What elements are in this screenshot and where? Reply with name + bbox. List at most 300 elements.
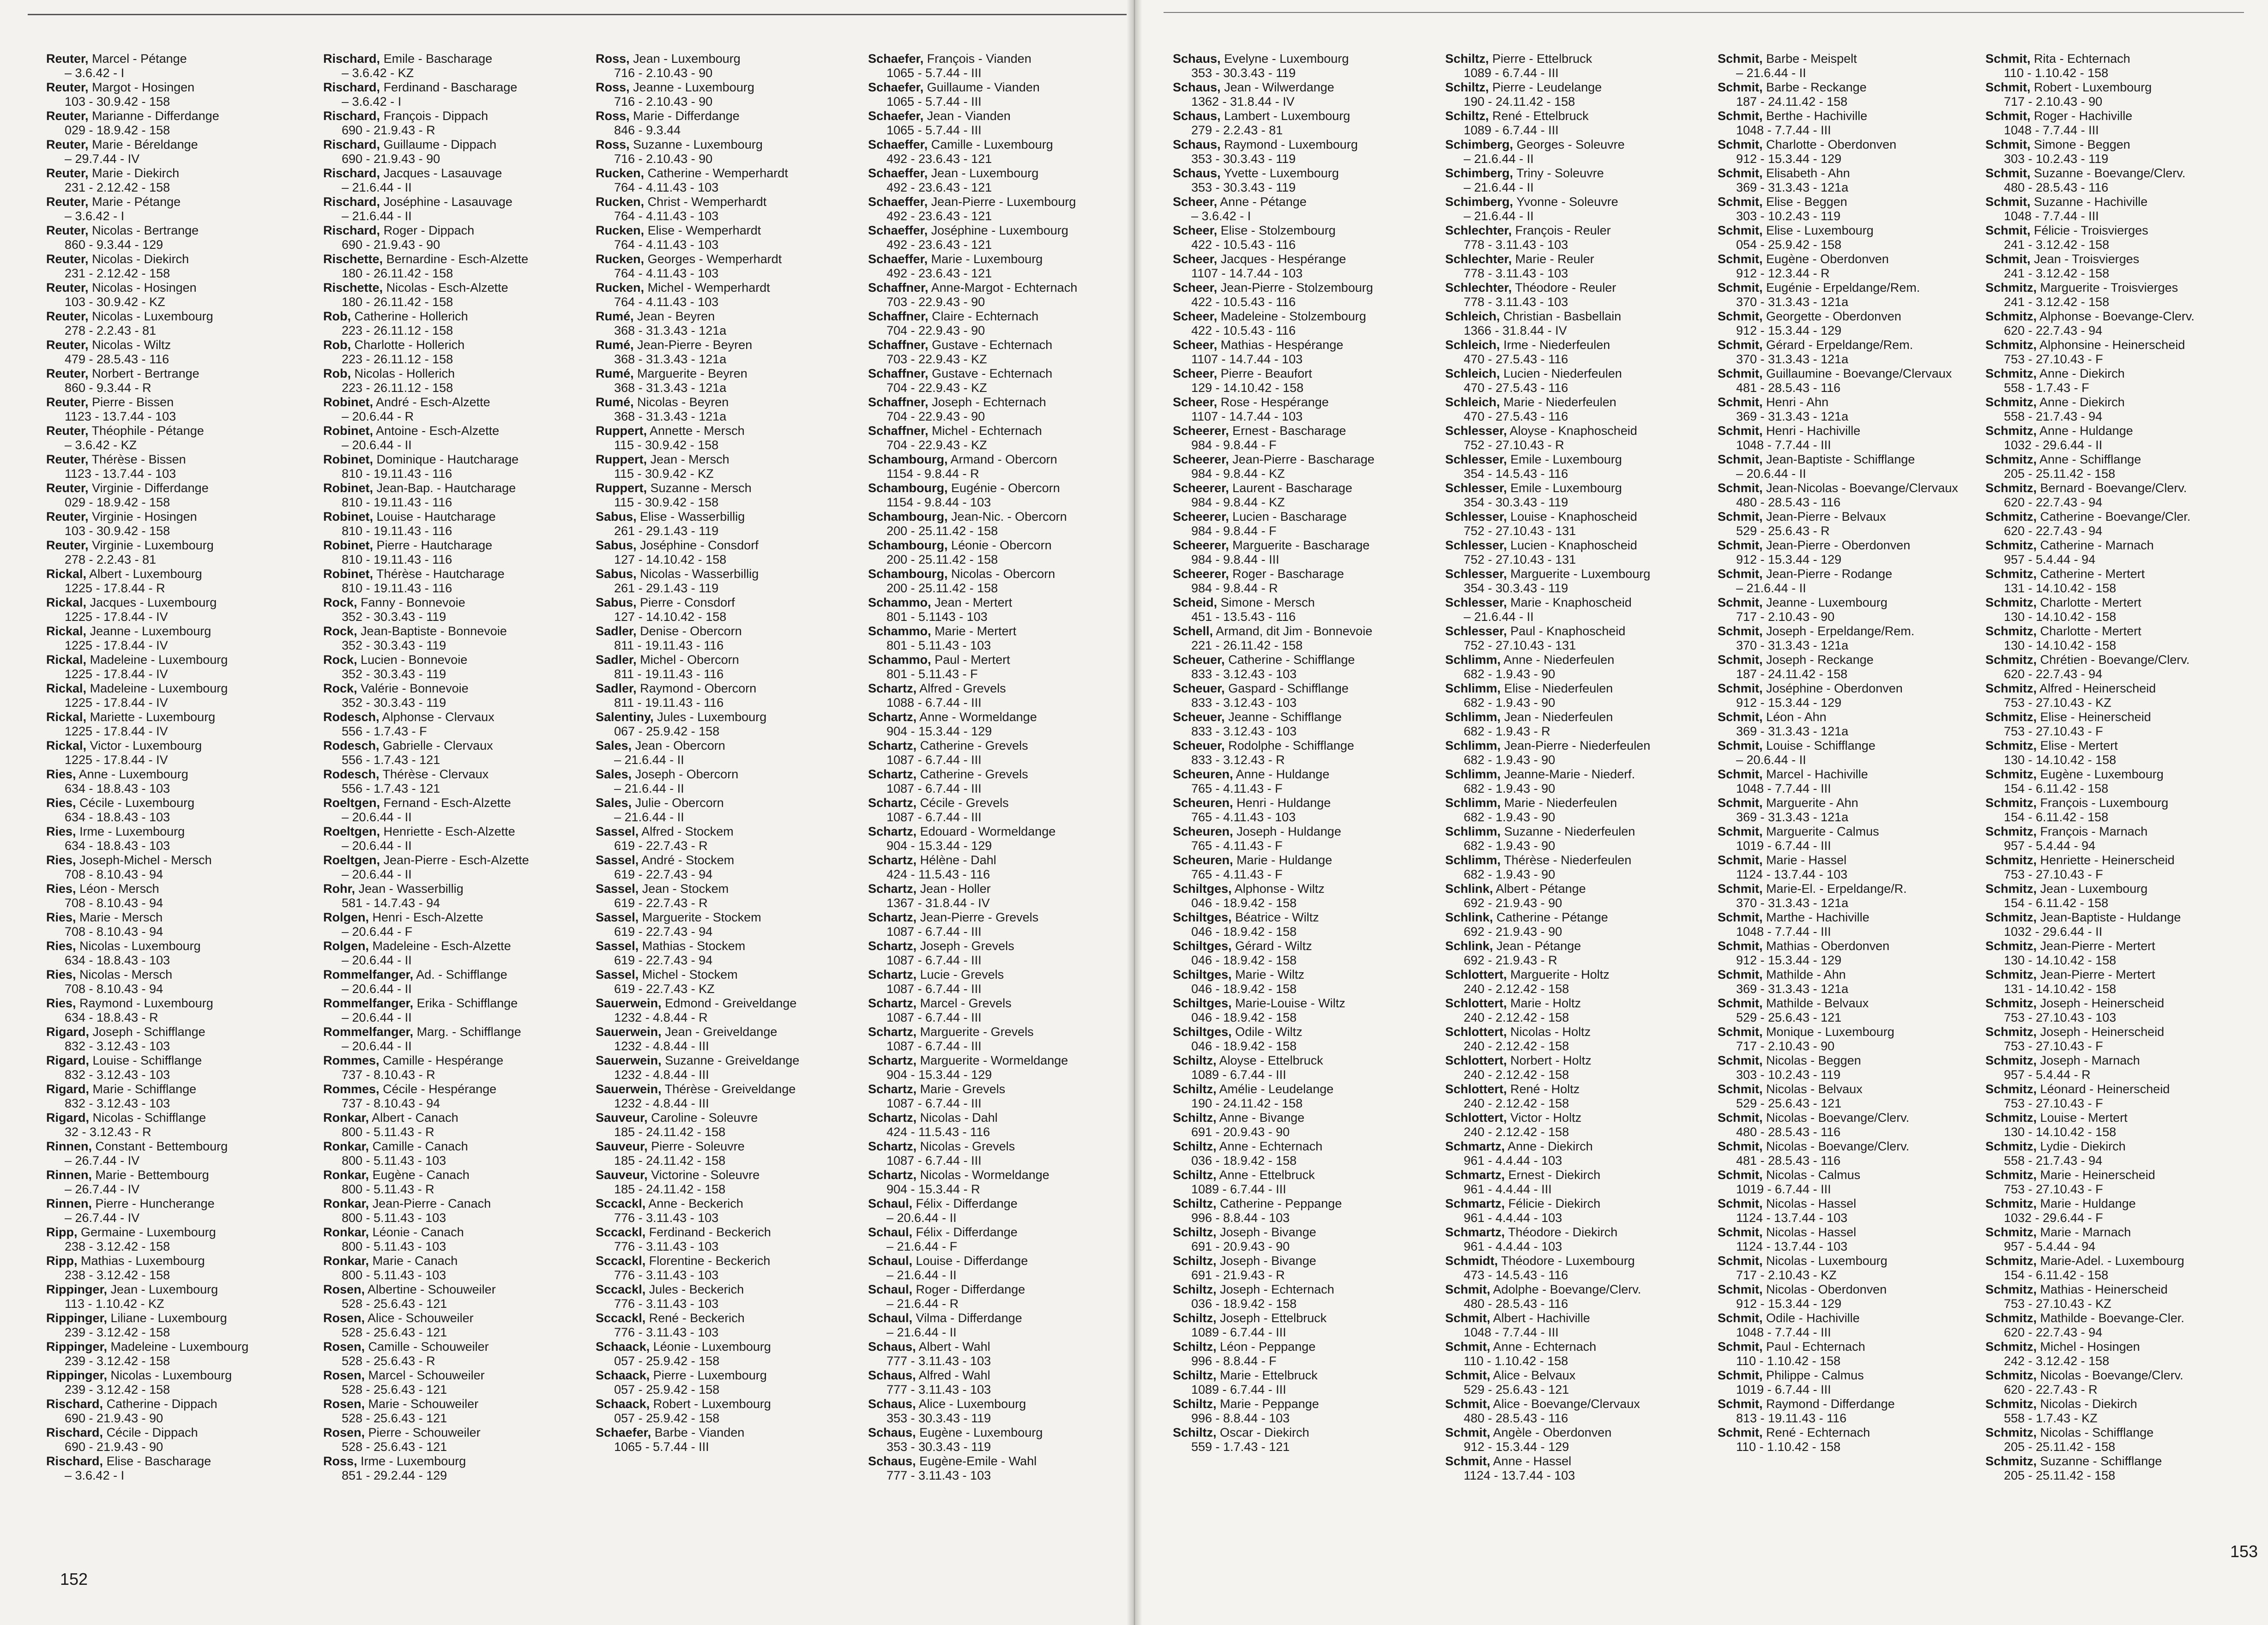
person-place: Aloyse - Ettelbruck: [1219, 1053, 1323, 1067]
surname: Ronkar,: [323, 1197, 369, 1210]
index-entry: [46, 968, 314, 996]
person-place: Marguerite - Bascharage: [1232, 538, 1370, 552]
surname: Schiltz,: [1173, 1225, 1217, 1239]
transport-details: 1087 - 6.7.44 - III: [887, 782, 982, 795]
transport-details: 984 - 9.8.44 - F: [1191, 524, 1277, 538]
person-place: Jean - Luxembourg: [633, 52, 741, 66]
transport-details: 1089 - 6.7.44 - III: [1191, 1383, 1286, 1396]
index-entry: [1173, 1053, 1441, 1082]
person-place: Marguerite - Ahn: [1766, 796, 1858, 810]
person-place: Marie - Knaphoscheid: [1510, 596, 1632, 609]
person-place: Catherine - Peppange: [1220, 1197, 1342, 1210]
transport-details: 753 - 27.10.43 - F: [2004, 1039, 2103, 1053]
surname: Reuter,: [46, 395, 89, 409]
person-place: Paul - Knaphoscheid: [1510, 624, 1626, 638]
surname: Schmit,: [1718, 138, 1763, 151]
person-place: Joseph - Grevels: [920, 939, 1014, 953]
index-entry: [1173, 825, 1441, 853]
index-entry: [1718, 767, 1985, 796]
index-entry: [1173, 1225, 1441, 1254]
surname: Ross,: [596, 138, 630, 151]
index-entry: [323, 395, 591, 424]
surname: Sassel,: [596, 968, 639, 981]
transport-details: 1088 - 6.7.44 - III: [887, 696, 982, 710]
transport-details: – 21.6.44 - F: [887, 1240, 958, 1253]
index-entry: [46, 281, 314, 309]
transport-details: 620 - 22.7.43 - 94: [2004, 667, 2103, 681]
person-place: Jean-Pierre - Mertert: [2040, 968, 2155, 981]
surname: Ronkar,: [323, 1111, 369, 1125]
transport-details: 1367 - 31.8.44 - IV: [887, 896, 990, 910]
person-place: Joseph - Bivange: [1220, 1225, 1316, 1239]
person-place: René - Beckerich: [649, 1311, 745, 1325]
person-place: Nicolas - Mersch: [79, 968, 173, 981]
surname: Schmit,: [1718, 1139, 1763, 1153]
surname: Schlesser,: [1445, 510, 1507, 524]
index-entry: [1445, 481, 1713, 510]
transport-details: 422 - 10.5.43 - 116: [1191, 324, 1296, 337]
person-place: Barbe - Vianden: [654, 1426, 745, 1439]
index-entry: [46, 624, 314, 653]
page-number-right: 153: [2230, 1542, 2258, 1561]
transport-details: 110 - 1.10.42 - 158: [1736, 1354, 1841, 1368]
transport-details: 046 - 18.9.42 - 158: [1191, 982, 1297, 996]
person-place: Joseph - Heinerscheid: [2040, 996, 2165, 1010]
person-place: Albert - Canach: [372, 1111, 458, 1125]
index-entry: [868, 1368, 1136, 1397]
person-place: Nicolas - Bertrange: [92, 223, 199, 237]
index-entry: [323, 767, 591, 796]
surname: Schmitz,: [1985, 825, 2037, 838]
index-entry: [1445, 195, 1713, 223]
index-entry: [1718, 223, 1985, 252]
person-place: René - Echternach: [1766, 1426, 1870, 1439]
surname: Reuter,: [46, 424, 89, 438]
surname: Schmit,: [1718, 653, 1763, 667]
index-entry: [1445, 882, 1713, 910]
person-place: Louise - Schifflange: [1766, 739, 1876, 752]
index-entry: [1445, 1397, 1713, 1426]
person-place: Alice - Schouweiler: [368, 1311, 474, 1325]
person-place: Suzanne - Luxembourg: [633, 138, 763, 151]
transport-details: 912 - 15.3.44 - 129: [1736, 553, 1842, 566]
transport-details: 810 - 19.11.43 - 116: [342, 467, 452, 481]
person-place: Joseph - Erpeldange/Rem.: [1766, 624, 1915, 638]
person-place: Gérard - Erpeldange/Rem.: [1766, 338, 1913, 352]
transport-details: 528 - 25.6.43 - 121: [342, 1297, 447, 1311]
index-entry: [868, 624, 1136, 653]
surname: Rodesch,: [323, 710, 380, 724]
person-place: Marie - Wiltz: [1235, 968, 1305, 981]
transport-details: 833 - 3.12.43 - 103: [1191, 724, 1297, 738]
transport-details: 634 - 18.8.43 - 103: [65, 782, 170, 795]
surname: Scheerer,: [1173, 567, 1229, 581]
person-place: Evelyne - Luxembourg: [1224, 52, 1349, 66]
transport-details: 221 - 26.11.42 - 158: [1191, 638, 1303, 652]
person-place: Alfred - Wahl: [918, 1368, 990, 1382]
index-entry: [596, 1397, 863, 1426]
transport-details: 620 - 22.7.43 - 94: [2004, 495, 2103, 509]
index-entry: [868, 452, 1136, 481]
person-place: Thérèse - Clervaux: [382, 767, 489, 781]
person-place: Marguerite - Calmus: [1766, 825, 1879, 838]
surname: Schleich,: [1445, 338, 1500, 352]
surname: Schmit,: [1718, 424, 1763, 438]
person-place: Béatrice - Wiltz: [1235, 910, 1319, 924]
transport-details: 354 - 30.3.43 - 119: [1464, 495, 1568, 509]
index-entry: [1445, 424, 1713, 452]
person-place: Pierre - Beaufort: [1220, 367, 1312, 380]
index-entry: [46, 1254, 314, 1282]
index-entry: [323, 1397, 591, 1426]
surname: Schmit,: [1718, 567, 1763, 581]
transport-details: 057 - 25.9.42 - 158: [614, 1411, 720, 1425]
transport-details: 1089 - 6.7.44 - III: [1464, 123, 1559, 137]
transport-details: 1225 - 17.8.44 - IV: [65, 610, 168, 624]
person-place: Lydie - Diekirch: [2040, 1139, 2126, 1153]
surname: Schmit,: [1718, 1311, 1763, 1325]
transport-details: – 3.6.42 - I: [1191, 209, 1251, 223]
transport-details: 692 - 21.9.43 - 90: [1464, 896, 1562, 910]
surname: Schartz,: [868, 939, 917, 953]
index-entry: [46, 1397, 314, 1426]
surname: Sassel,: [596, 825, 639, 838]
person-place: Suzanne - Niederfeulen: [1504, 825, 1635, 838]
surname: Schmitz,: [1985, 452, 2037, 466]
person-place: Jean - Luxembourg: [110, 1282, 218, 1296]
index-entry: [1985, 281, 2253, 309]
index-entry: [596, 338, 863, 367]
surname: Ruppert,: [596, 452, 647, 466]
person-place: Gustave - Echternach: [932, 367, 1053, 380]
person-place: Marie - Niederfeulen: [1504, 796, 1617, 810]
transport-details: 103 - 30.9.42 - 158: [65, 524, 170, 538]
transport-details: 242 - 3.12.42 - 158: [2004, 1354, 2110, 1368]
transport-details: 851 - 29.2.44 - 129: [342, 1469, 447, 1482]
index-entry: [868, 996, 1136, 1025]
person-place: Alfred - Stockem: [641, 825, 734, 838]
person-place: Marguerite - Holtz: [1510, 968, 1610, 981]
index-entry: [1985, 52, 2253, 80]
transport-details: 240 - 2.12.42 - 158: [1464, 1068, 1569, 1082]
person-place: Jean - Luxembourg: [931, 166, 1039, 180]
index-entry: [1985, 424, 2253, 452]
person-place: Léon - Peppange: [1220, 1340, 1316, 1354]
index-entry: [1985, 853, 2253, 882]
index-entry: [596, 252, 863, 281]
person-place: Antoine - Esch-Alzette: [376, 424, 500, 438]
transport-details: 1225 - 17.8.44 - IV: [65, 638, 168, 652]
index-entry: [1445, 910, 1713, 939]
person-place: Lucien - Bascharage: [1232, 510, 1347, 524]
person-place: Elise - Luxembourg: [1766, 223, 1874, 237]
index-entry: [323, 109, 591, 138]
surname: Schmitz,: [1985, 1426, 2037, 1439]
person-place: Raymond - Luxembourg: [79, 996, 213, 1010]
transport-details: 370 - 31.3.43 - 121a: [1736, 352, 1849, 366]
surname: Schmit,: [1445, 1397, 1490, 1411]
surname: Schimberg,: [1445, 166, 1514, 180]
person-place: Edouard - Wormeldange: [920, 825, 1056, 838]
transport-details: 32 - 3.12.43 - R: [65, 1125, 151, 1139]
surname: Schartz,: [868, 1025, 917, 1039]
person-place: Anne-Margot - Echternach: [931, 281, 1078, 295]
index-entry: [1718, 1282, 1985, 1311]
index-entry: [1445, 767, 1713, 796]
transport-details: 1232 - 4.8.44 - R: [614, 1011, 708, 1024]
transport-details: 1089 - 6.7.44 - III: [1191, 1325, 1286, 1339]
surname: Schlesser,: [1445, 481, 1507, 495]
transport-details: 957 - 5.4.44 - 94: [2004, 553, 2096, 566]
surname: Schiltz,: [1173, 1168, 1217, 1182]
index-entry: [596, 567, 863, 596]
person-place: Michel - Hosingen: [2040, 1340, 2140, 1354]
person-place: Mariette - Luxembourg: [90, 710, 216, 724]
surname: Ruppert,: [596, 481, 647, 495]
person-place: Marcel - Pétange: [92, 52, 187, 66]
person-place: Christ - Wemperhardt: [647, 195, 767, 209]
transport-details: 1048 - 7.7.44 - III: [1736, 925, 1831, 939]
person-place: Jean-Pierre - Niederfeulen: [1504, 739, 1651, 752]
transport-details: 528 - 25.6.43 - R: [342, 1354, 435, 1368]
surname: Schmit,: [1445, 1368, 1490, 1382]
index-entry: [1985, 910, 2253, 939]
transport-details: 691 - 20.9.43 - 90: [1191, 1125, 1290, 1139]
index-entry: [868, 882, 1136, 910]
surname: Salentiny,: [596, 710, 654, 724]
index-entry: [868, 109, 1136, 138]
index-entry: [1173, 968, 1441, 996]
transport-details: 1089 - 6.7.44 - III: [1464, 66, 1559, 80]
transport-details: 984 - 9.8.44 - KZ: [1191, 495, 1285, 509]
index-entry: [323, 1082, 591, 1111]
transport-details: 131 - 14.10.42 - 158: [2004, 581, 2117, 595]
person-place: Raymond - Luxembourg: [1224, 138, 1358, 151]
surname: Rischette,: [323, 252, 383, 266]
surname: Schlesser,: [1445, 538, 1507, 552]
index-entry: [868, 767, 1136, 796]
person-place: Lucien - Knaphoscheid: [1510, 538, 1637, 552]
surname: Schlesser,: [1445, 567, 1507, 581]
transport-details: 801 - 5.1143 - 103: [887, 610, 988, 624]
transport-details: 110 - 1.10.42 - 158: [1736, 1440, 1841, 1454]
index-entry: [1173, 367, 1441, 395]
transport-details: 1124 - 13.7.44 - 103: [1464, 1469, 1575, 1482]
transport-details: 704 - 22.9.43 - KZ: [887, 438, 987, 452]
person-place: Louise - Differdange: [916, 1254, 1028, 1268]
index-entry: [868, 567, 1136, 596]
surname: Schmitz,: [1985, 996, 2037, 1010]
person-place: Louise - Knaphoscheid: [1510, 510, 1637, 524]
person-place: Charlotte - Mertert: [2040, 624, 2141, 638]
surname: Sauerwein,: [596, 1082, 662, 1096]
person-place: Robert - Luxembourg: [653, 1397, 771, 1411]
surname: Schaus,: [1173, 166, 1221, 180]
person-place: Pierre - Ettelbruck: [1492, 52, 1592, 66]
transport-details: 904 - 15.3.44 - 129: [887, 724, 992, 738]
transport-details: 368 - 31.3.43 - 121a: [614, 352, 727, 366]
index-entry: [1445, 1368, 1713, 1397]
transport-details: 492 - 23.6.43 - 121: [887, 152, 992, 166]
person-place: Marie - Schouweiler: [368, 1397, 479, 1411]
transport-details: – 21.6.44 - II: [1464, 152, 1534, 166]
surname: Schaefer,: [868, 80, 924, 94]
transport-details: 029 - 18.9.42 - 158: [65, 495, 170, 509]
index-entry: [1985, 596, 2253, 624]
transport-details: 180 - 26.11.42 - 158: [342, 295, 453, 309]
index-entry: [1173, 624, 1441, 653]
index-entry: [1985, 452, 2253, 481]
transport-details: 634 - 18.8.43 - 103: [65, 810, 170, 824]
surname: Rinnen,: [46, 1168, 92, 1182]
index-entry: [46, 481, 314, 510]
surname: Scheuren,: [1173, 767, 1233, 781]
person-place: Charlotte - Hollerich: [354, 338, 465, 352]
person-place: Jean-Baptiste - Schifflange: [1766, 452, 1915, 466]
surname: Schiltz,: [1173, 1053, 1217, 1067]
surname: Schmit,: [1718, 968, 1763, 981]
person-place: Armand, dit Jim - Bonnevoie: [1216, 624, 1373, 638]
surname: Schleich,: [1445, 395, 1500, 409]
index-entry: [1173, 166, 1441, 195]
surname: Schaack,: [596, 1340, 650, 1354]
transport-details: 353 - 30.3.43 - 119: [1191, 66, 1296, 80]
person-place: Ferdinand - Bascharage: [383, 80, 518, 94]
surname: Schmitz,: [1985, 910, 2037, 924]
transport-details: 703 - 22.9.43 - 90: [887, 295, 985, 309]
transport-details: 1048 - 7.7.44 - III: [2004, 123, 2099, 137]
surname: Rosen,: [323, 1368, 365, 1382]
index-entry: [46, 138, 314, 166]
transport-details: 190 - 24.11.42 - 158: [1464, 95, 1575, 108]
surname: Schmit,: [1718, 882, 1763, 896]
transport-details: 581 - 14.7.43 - 94: [342, 896, 440, 910]
transport-details: 278 - 2.2.43 - 81: [65, 324, 157, 337]
transport-details: 1048 - 7.7.44 - III: [1736, 123, 1831, 137]
index-entry: [323, 653, 591, 681]
index-entry: [1985, 767, 2253, 796]
index-entry: [1985, 567, 2253, 596]
person-place: Joseph - Marnach: [2040, 1053, 2140, 1067]
transport-details: 1087 - 6.7.44 - III: [887, 953, 982, 967]
transport-details: 353 - 30.3.43 - 119: [1191, 181, 1296, 194]
transport-details: 1232 - 4.8.44 - III: [614, 1096, 709, 1110]
surname: Schleich,: [1445, 309, 1500, 323]
index-entry: [323, 739, 591, 767]
transport-details: 200 - 25.11.42 - 158: [887, 524, 998, 538]
index-entry: [1985, 1340, 2253, 1368]
transport-details: 529 - 25.6.43 - 121: [1464, 1383, 1569, 1396]
surname: Scheuer,: [1173, 653, 1225, 667]
surname: Schiltges,: [1173, 968, 1232, 981]
transport-details: 752 - 27.10.43 - R: [1464, 438, 1564, 452]
index-entry: [596, 767, 863, 796]
person-place: Joseph - Reckange: [1766, 653, 1874, 667]
index-entry: [1985, 309, 2253, 338]
surname: Sassel,: [596, 910, 639, 924]
surname: Sadler,: [596, 653, 637, 667]
person-place: Bernard - Boevange/Clerv.: [2040, 481, 2187, 495]
surname: Schmit,: [1718, 910, 1763, 924]
person-place: Jules - Beckerich: [649, 1282, 744, 1296]
person-place: Nicolas - Luxembourg: [110, 1368, 232, 1382]
surname: Roeltgen,: [323, 796, 380, 810]
person-place: Jean - Pétange: [1496, 939, 1581, 953]
person-place: Valérie - Bonnevoie: [361, 681, 469, 695]
surname: Schmit,: [1718, 1282, 1763, 1296]
transport-details: 996 - 8.8.44 - 103: [1191, 1411, 1290, 1425]
index-entry: [1985, 109, 2253, 138]
transport-details: 200 - 25.11.42 - 158: [887, 553, 998, 566]
index-entry: [1445, 968, 1713, 996]
index-entry: [1985, 739, 2253, 767]
index-entry: [1718, 109, 1985, 138]
person-place: Triny - Soleuvre: [1516, 166, 1604, 180]
surname: Rickal,: [46, 739, 87, 752]
transport-details: 752 - 27.10.43 - 131: [1464, 638, 1576, 652]
surname: Schiltz,: [1173, 1197, 1217, 1210]
surname: Schartz,: [868, 710, 917, 724]
person-place: Anne - Bivange: [1219, 1111, 1305, 1125]
surname: Sauerwein,: [596, 996, 662, 1010]
transport-details: 717 - 2.10.43 - 90: [1736, 610, 1835, 624]
index-entry: [323, 338, 591, 367]
transport-details: 832 - 3.12.43 - 103: [65, 1068, 170, 1082]
surname: Reuter,: [46, 538, 89, 552]
index-entry: [1445, 624, 1713, 653]
index-entry: [323, 1340, 591, 1368]
transport-details: 558 - 21.7.43 - 94: [2004, 1154, 2103, 1168]
surname: Schmit,: [1718, 538, 1763, 552]
transport-details: 690 - 21.9.43 - 90: [65, 1411, 163, 1425]
transport-details: – 20.6.44 - II: [342, 1039, 412, 1053]
surname: Rommes,: [323, 1082, 380, 1096]
surname: Reuter,: [46, 252, 89, 266]
person-place: Madeleine - Luxembourg: [90, 681, 228, 695]
person-place: Joseph - Ettelbruck: [1220, 1311, 1327, 1325]
person-place: Michel - Obercorn: [640, 653, 739, 667]
transport-details: 765 - 4.11.43 - F: [1191, 867, 1283, 881]
index-entry: [596, 1111, 863, 1139]
person-place: Elise - Stolzembourg: [1220, 223, 1336, 237]
person-place: Mathias - Oberdonven: [1766, 939, 1890, 953]
person-place: Marie - Reuler: [1515, 252, 1594, 266]
person-place: Pierre - Consdorf: [640, 596, 735, 609]
index-entry: [1173, 1254, 1441, 1282]
surname: Robinet,: [323, 538, 373, 552]
person-place: Pierre - Schouweiler: [368, 1426, 481, 1439]
person-place: Jean-Nicolas - Boevange/Clervaux: [1766, 481, 1958, 495]
surname: Rumé,: [596, 309, 634, 323]
transport-details: 556 - 1.7.43 - F: [342, 724, 427, 738]
transport-details: 470 - 27.5.43 - 116: [1464, 409, 1568, 423]
person-place: François - Reuler: [1515, 223, 1611, 237]
index-entry: [323, 538, 591, 567]
surname: Schmit,: [1718, 1368, 1763, 1382]
transport-details: 912 - 15.3.44 - 129: [1736, 1297, 1842, 1311]
person-place: Aloyse - Knaphoscheid: [1509, 424, 1637, 438]
transport-details: 370 - 31.3.43 - 121a: [1736, 896, 1849, 910]
transport-details: 130 - 14.10.42 - 158: [2004, 610, 2117, 624]
person-place: Madeleine - Luxembourg: [110, 1340, 249, 1354]
person-place: Julie - Obercorn: [635, 796, 724, 810]
person-place: Jeanne - Luxembourg: [633, 80, 754, 94]
index-entry: [868, 338, 1136, 367]
transport-details: 240 - 2.12.42 - 158: [1464, 1011, 1569, 1024]
transport-details: 1362 - 31.8.44 - IV: [1191, 95, 1295, 108]
transport-details: 057 - 25.9.42 - 158: [614, 1354, 720, 1368]
person-place: Simone - Beggen: [2034, 138, 2130, 151]
